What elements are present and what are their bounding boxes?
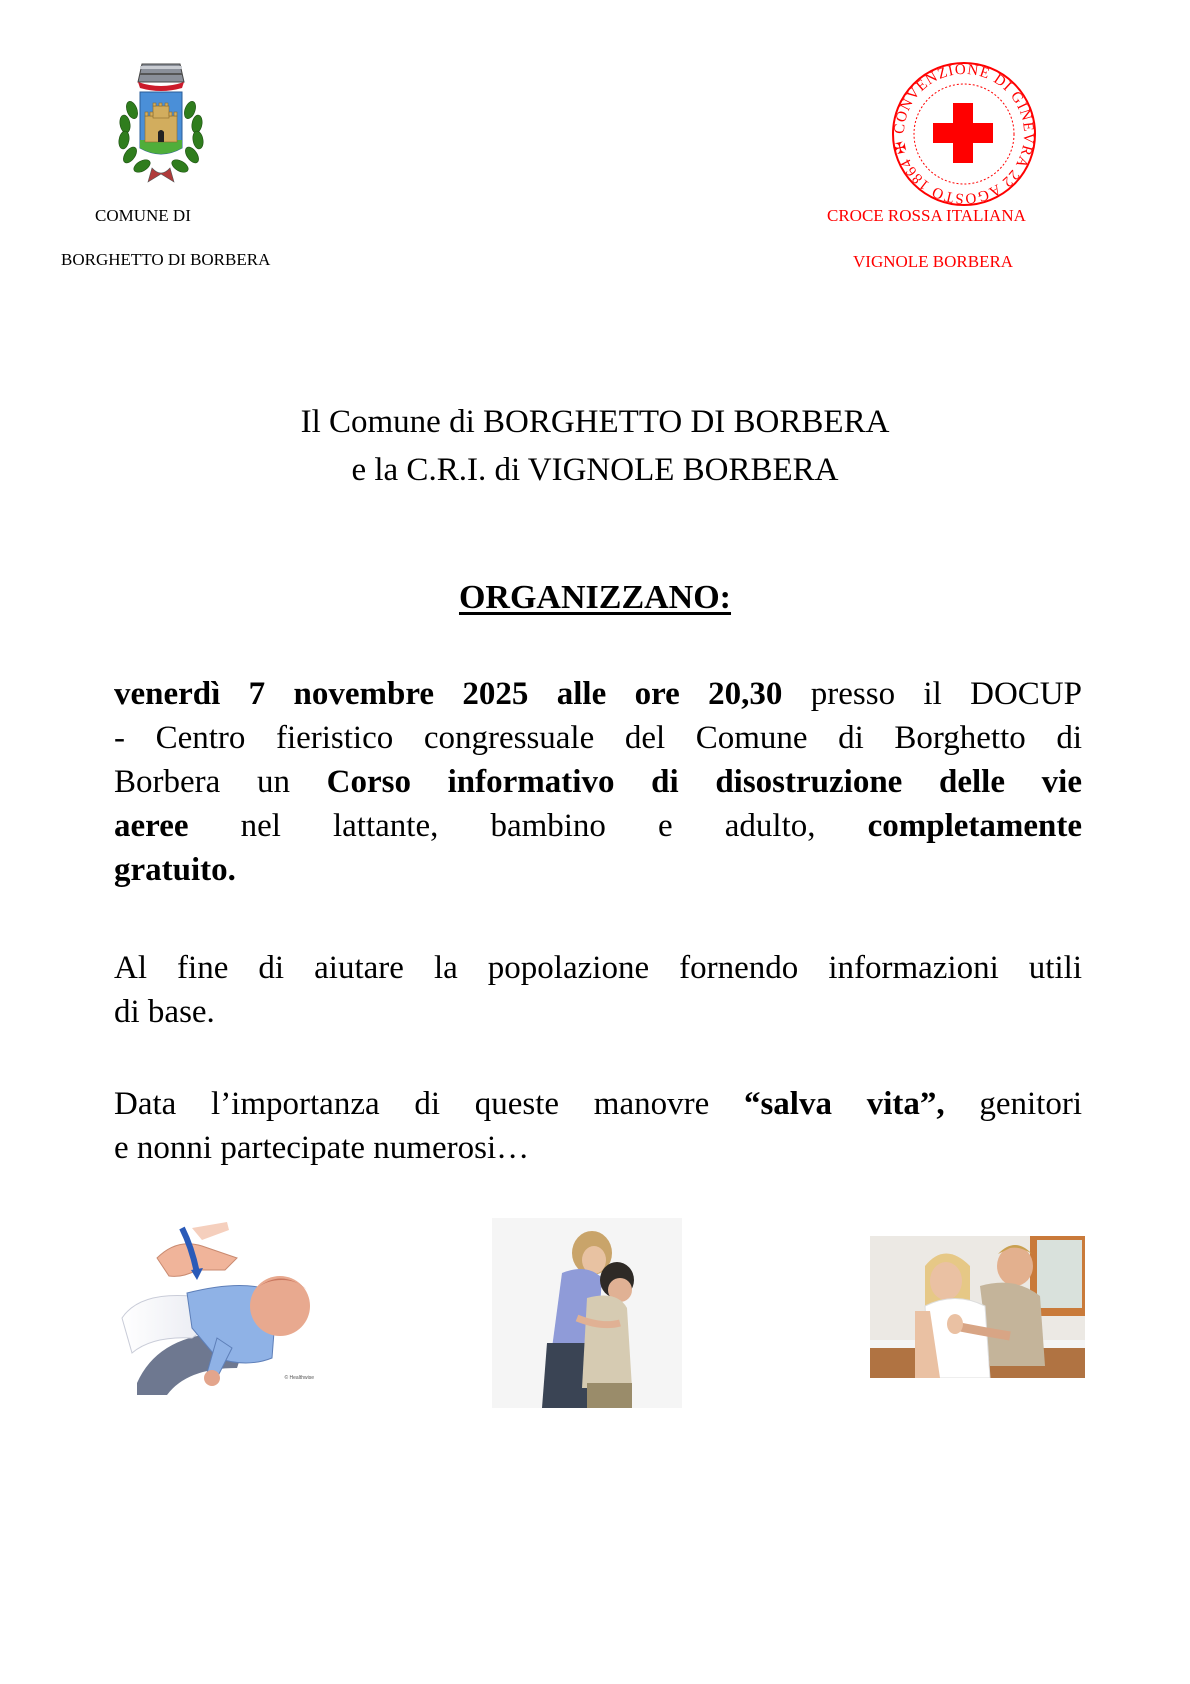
organizzano-heading [0,578,1190,618]
red-cross-seal-logo [890,60,1038,208]
event-line [114,760,1082,804]
child-heimlich-image [492,1218,682,1408]
event-venue-start: presso il DOCUP [782,676,1082,712]
event-line [114,672,1082,716]
infant-back-blows-image [97,1218,330,1395]
purpose-paragraph [114,946,1082,1034]
adult-heimlich-image [870,1236,1085,1378]
event-audience: nel lattante, bambino e adulto, [188,808,868,844]
red-cross-icon [933,103,993,163]
purpose-text: Al fine di aiutare la popolazione fornendo informazioni utili [114,950,1082,986]
header-left-line2: BORGHETTO DI BORBERA [61,250,271,269]
free-label-end: gratuito. [114,852,236,888]
appeal-text: Data l’importanza di queste manovre [114,1086,744,1122]
crown-icon [138,64,184,91]
event-line [114,804,1082,848]
event-venue: - Centro fieristico congressuale del Comune di Borghetto di [114,720,1082,756]
free-label: completamente [867,808,1082,844]
appeal-line [114,1126,1082,1170]
headline-line2: e la C.R.I. di VIGNOLE BORBERA [351,452,839,488]
organizzano-text: ORGANIZZANO: [458,579,732,616]
seal-text: CONVENZIONE DI GINEVRA 22 AGOSTO 1864 ✠ [891,61,1037,207]
event-paragraph [114,672,1082,892]
header-right-line1: CROCE ROSSA ITALIANA [827,206,1026,225]
event-text: Borbera un [114,764,327,800]
appeal-text: genitori [944,1086,1082,1122]
appeal-line [114,1082,1082,1126]
coat-of-arms-logo [112,60,210,186]
appeal-text: e nonni partecipate numerosi… [114,1130,530,1166]
purpose-line [114,990,1082,1034]
salva-vita-label: “salva vita”, [743,1086,945,1122]
course-title-end: aeree [114,808,189,844]
event-date-time: venerdì 7 novembre 2025 alle ore 20,30 [114,676,783,712]
appeal-paragraph [114,1082,1082,1170]
course-title: Corso informativo di disostruzione delle vie [326,764,1082,800]
header-right-line2: VIGNOLE BORBERA [853,252,1014,271]
image-watermark: © Healthwise [284,1375,314,1381]
headline [0,398,1190,494]
event-line [114,716,1082,760]
event-line [114,848,1082,892]
headline-line1: Il Comune di BORGHETTO DI BORBERA [300,404,890,440]
purpose-line [114,946,1082,990]
header-left-line1: COMUNE DI [95,206,191,225]
purpose-text: di base. [114,994,215,1030]
